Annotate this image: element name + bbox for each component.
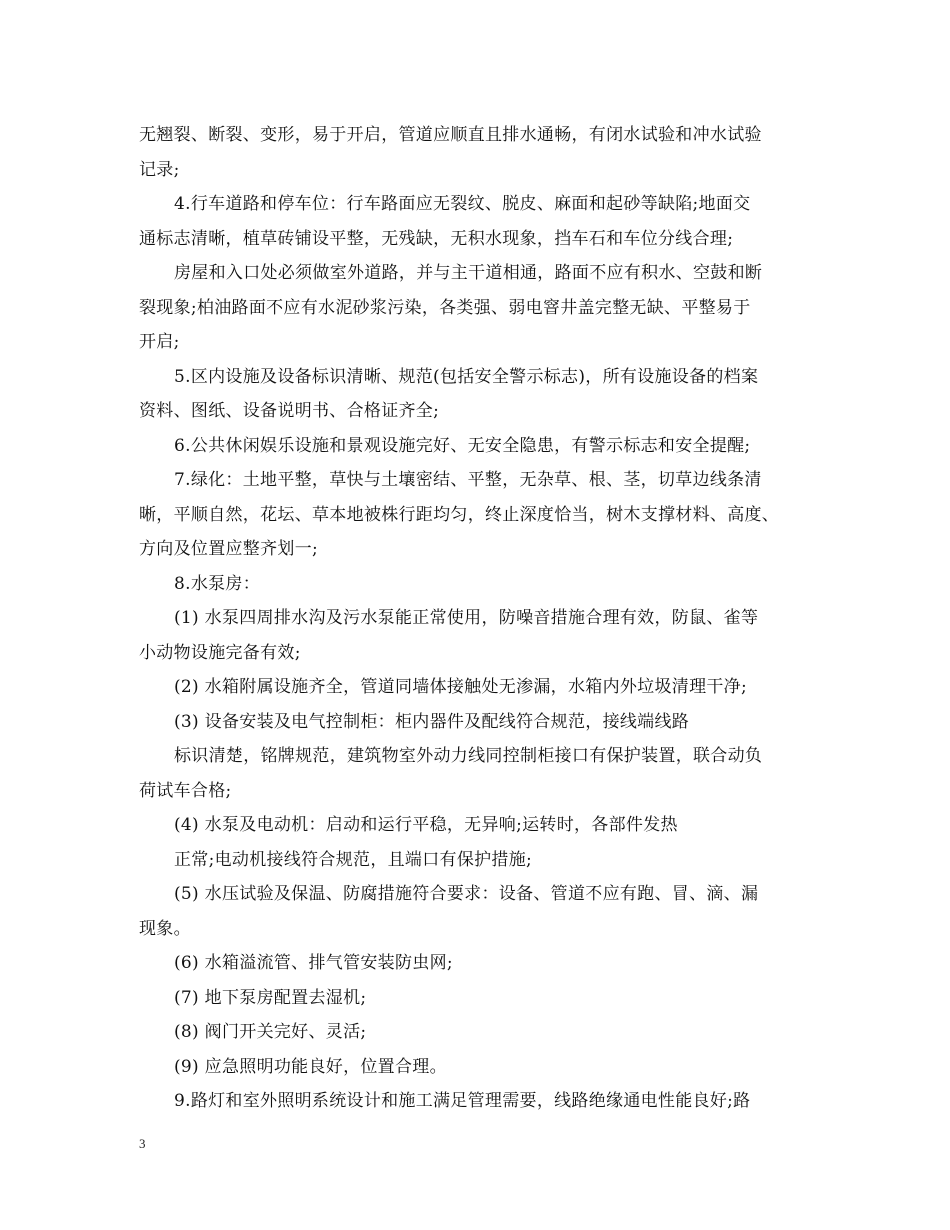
text-line: 4.行车道路和停车位：行车路面应无裂纹、脱皮、麻面和起砂等缺陷;地面交 [174,194,751,214]
text-line: 5.区内设施及设备标识清晰、规范(包括安全警示标志)，所有设施设备的档案 [174,366,759,387]
text-line: (4) 水泵及电动机：启动和运行平稳，无异响;运转时，各部件发热 [174,815,678,835]
text-line: (1) 水泵四周排水沟及污水泵能正常使用，防噪音措施合理有效，防鼠、雀等 [174,608,759,628]
text-line: 标识清楚，铭牌规范，建筑物室外动力线同控制柜接口有保护装置，联合动负 [174,746,763,766]
text-line: 方向及位置应整齐划一; [139,539,319,559]
text-line: 房屋和入口处必须做室外道路，并与主干道相通，路面不应有积水、空鼓和断 [174,263,763,283]
text-line: (3) 设备安装及电气控制柜：柜内器件及配线符合规范，接线端线路 [174,711,690,732]
text-line: 资料、图纸、设备说明书、合格证齐全; [139,401,440,421]
text-line: 小动物设施完备有效; [139,642,301,663]
text-line: 通标志清晰，植草砖铺设平整，无残缺，无积水现象，挡车石和车位分线合理; [139,228,734,249]
text-line: 荷试车合格; [139,780,232,801]
text-line: 记录; [139,159,180,180]
text-line: (9) 应急照明功能良好，位置合理。 [174,1056,447,1077]
text-line: (8) 阀门开关完好、灵活; [174,1022,367,1042]
text-line: 开启; [139,332,180,352]
text-line: (7) 地下泵房配置去湿机; [174,987,367,1008]
text-line: (5) 水压试验及保温、防腐措施符合要求：设备、管道不应有跑、冒、滴、漏 [174,884,759,904]
text-line: 9.路灯和室外照明系统设计和施工满足管理需要，线路绝缘通电性能良好;路 [174,1091,751,1111]
text-line: 现象。 [139,918,191,939]
text-line: (6) 水箱溢流管、排气管安装防虫网; [174,953,453,973]
text-line: 7.绿化：土地平整，草快与土壤密结、平整，无杂草、根、茎，切草边线条清 [174,470,762,490]
text-line: 晰，平顺自然，花坛、草本地被株行距均匀，终止深度恰当，树木支撑材料、高度、 [139,504,780,525]
page-number: 3 [139,1136,146,1151]
body-text [139,118,815,1119]
text-line: 6.公共休闲娱乐设施和景观设施完好、无安全隐患，有警示标志和安全提醒; [174,435,751,456]
text-line: 无翘裂、断裂、变形，易于开启，管道应顺直且排水通畅，有闭水试验和冲水试验 [139,125,762,145]
text-line: 裂现象;柏油路面不应有水泥砂浆污染，各类强、弱电窨井盖完整无缺、平整易于 [139,297,751,318]
text-line: (2) 水箱附属设施齐全，管道同墙体接触处无渗漏，水箱内外垃圾清理干净; [174,677,748,697]
text-line: 8.水泵房： [174,573,261,594]
text-line: 正常;电动机接线符合规范，且端口有保护措施; [174,849,533,870]
